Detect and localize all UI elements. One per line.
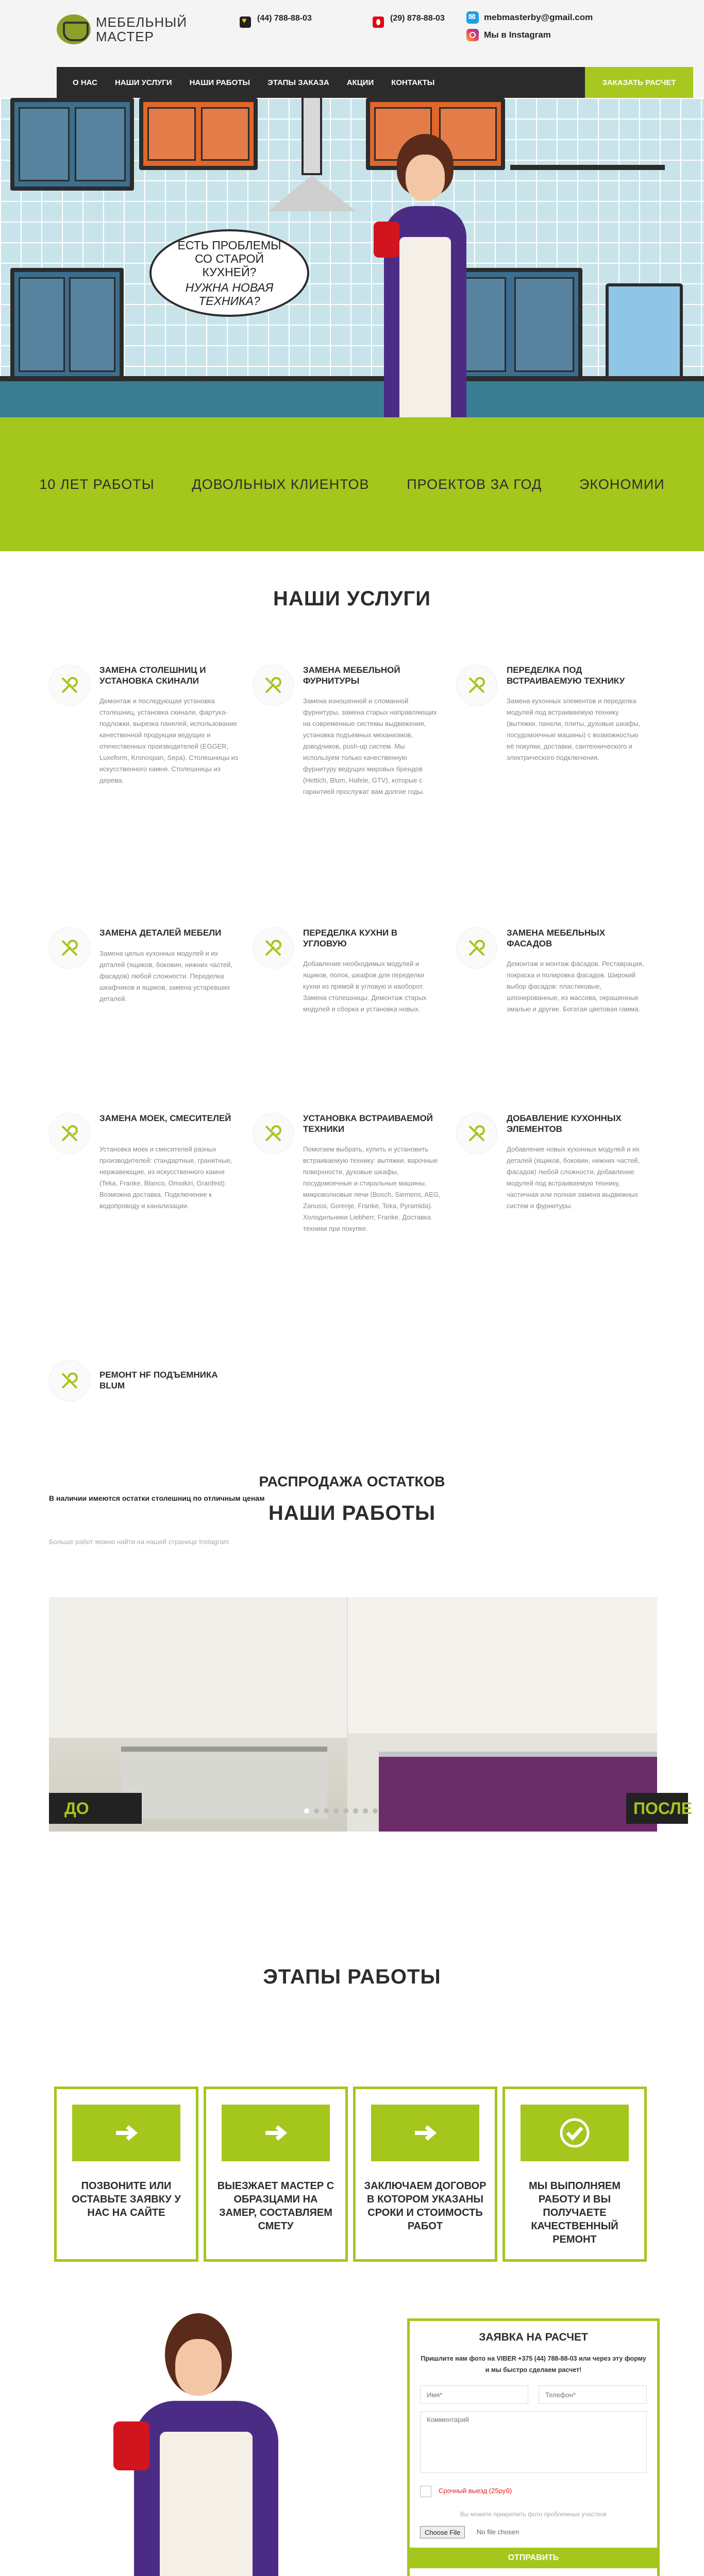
slider-dot[interactable] bbox=[343, 1808, 348, 1814]
velcom-icon bbox=[240, 16, 251, 28]
comment-textarea[interactable] bbox=[420, 2411, 647, 2473]
nav-item-promotions[interactable]: АКЦИИ bbox=[346, 78, 374, 87]
tools-icon bbox=[49, 665, 90, 706]
service-text: Установка моек и смесителей разных производителей: стандартные, гранитные, нержавеющие, из искусственного камня (Teka, Franke, Blanco, Omoikiri, Granfest). Возможна доставка. Подключение к водопроводу и канализации. bbox=[99, 1145, 232, 1210]
before-after-slider[interactable] bbox=[49, 1597, 692, 1832]
slider-dot[interactable] bbox=[353, 1808, 358, 1814]
tools-icon bbox=[49, 927, 90, 969]
hero-hood bbox=[268, 98, 356, 227]
name-input[interactable] bbox=[420, 2385, 528, 2404]
service-text: Замена изношенной и сломанной фурнитуры, замена старых направляющих на современные системы выдвижения, установка подъемных механизмов, доводчиков, push-up систем. Мы используем только качественную фурнитуру ведущих мировых брендов (Hettich, Blum, Hafele, GTV), которые с гарантией прослужат вам долгие годы. bbox=[303, 697, 437, 795]
form-subtitle: Пришлите нам фото на VIBER +375 (44) 788-88-03 или через эту форму и мы быстро сделаем расчет! bbox=[421, 2355, 646, 2374]
service-title: ПЕРЕДЕЛКА КУХНИ В УГЛОВУЮ bbox=[303, 928, 398, 948]
phone-velcom[interactable] bbox=[240, 13, 358, 28]
service-text: Добавление необходимых модулей и ящиков, полок, шкафов для переделки кухни из прямой в угловую и наоборот. Замена столешницы. Демонтаж старых модулей и сборка и установка новых. bbox=[303, 960, 427, 1013]
service-title: ДОБАВЛЕНИЕ КУХОННЫХ ЭЛЕМЕНТОВ bbox=[507, 1113, 622, 1134]
email-text: mebmasterby@gmail.com bbox=[484, 12, 593, 22]
hero-counter bbox=[0, 376, 704, 417]
after-photo bbox=[348, 1597, 657, 1832]
hero-woman-illustration bbox=[368, 134, 482, 422]
hero-banner bbox=[0, 98, 704, 417]
tools-icon bbox=[456, 1113, 497, 1154]
contacts bbox=[466, 11, 593, 46]
logo[interactable] bbox=[57, 14, 188, 44]
nav-item-stages[interactable]: ЭТАПЫ ЗАКАЗА bbox=[267, 78, 329, 87]
nav-item-works[interactable]: НАШИ РАБОТЫ bbox=[189, 78, 250, 87]
hero-speech-bubble bbox=[149, 229, 309, 317]
urgent-checkbox[interactable] bbox=[420, 2486, 431, 2497]
slider-dot[interactable] bbox=[333, 1808, 339, 1814]
check-icon bbox=[521, 2105, 629, 2161]
works-title: НАШИ РАБОТЫ bbox=[268, 1502, 436, 1524]
service-title: УСТАНОВКА ВСТРАИВАЕМОЙ ТЕХНИКИ bbox=[303, 1113, 433, 1134]
step-label: МЫ ВЫПОЛНЯЕМ РАБОТУ И ВЫ ПОЛУЧАЕТЕ КАЧЕСТВЕННЫЙ РЕМОНТ bbox=[528, 2180, 621, 2245]
brand-name: МЕБЕЛЬНЫЙ МАСТЕР bbox=[96, 14, 188, 44]
slider-dot[interactable] bbox=[314, 1808, 319, 1814]
hero-question: ЕСТЬ ПРОБЛЕМЫ СО СТАРОЙ КУХНЕЙ? bbox=[177, 239, 281, 279]
sale-title: РАСПРОДАЖА ОСТАТКОВ bbox=[259, 1473, 445, 1489]
step-label: ПОЗВОНИТЕ ИЛИ ОСТАВЬТЕ ЗАЯВКУ У НАС НА САЙТЕ bbox=[72, 2180, 181, 2218]
tools-icon bbox=[253, 927, 294, 969]
site-header bbox=[0, 0, 704, 67]
step-card bbox=[502, 2087, 647, 2262]
tools-icon bbox=[456, 665, 497, 706]
mail-icon bbox=[466, 11, 479, 24]
car-icon bbox=[222, 2105, 330, 2161]
nav-item-services[interactable]: НАШИ УСЛУГИ bbox=[114, 78, 172, 87]
steps-title: ЭТАПЫ РАБОТЫ bbox=[263, 1965, 441, 1988]
step-label: ВЫЕЗЖАЕТ МАСТЕР С ОБРАЗЦАМИ НА ЗАМЕР, СОСТАВЛЯЕМ СМЕТУ bbox=[217, 2180, 334, 2232]
nav-item-about[interactable]: О НАС bbox=[73, 78, 97, 87]
phone-mts-number: (29) 878-88-03 bbox=[390, 14, 445, 23]
document-icon bbox=[371, 2105, 479, 2161]
submit-button[interactable]: ОТПРАВИТЬ bbox=[410, 2548, 657, 2568]
choose-file-button[interactable]: Choose File bbox=[420, 2526, 465, 2538]
stats-band bbox=[0, 417, 704, 551]
stat-projects: ПРОЕКТОВ ЗА ГОД bbox=[407, 476, 542, 492]
phone-velcom-number: (44) 788-88-03 bbox=[257, 14, 312, 23]
before-label: ДО bbox=[49, 1793, 142, 1824]
email-link[interactable] bbox=[466, 11, 593, 24]
slider-dot[interactable] bbox=[363, 1808, 368, 1814]
stat-years: 10 ЛЕТ РАБОТЫ bbox=[39, 476, 155, 492]
slider-dot[interactable] bbox=[324, 1808, 329, 1814]
service-text: Замена кухонных элементов и переделка модулей под встраиваемую технику (вытяжки, панели, плиты, духовые шкафы, посудомоечные машины) с возможностью её покупки, доставки, сантехнического и электрического подключения. bbox=[507, 697, 641, 761]
tools-icon bbox=[49, 1360, 90, 1401]
phone-icon bbox=[72, 2105, 180, 2161]
phones bbox=[240, 13, 491, 28]
instagram-icon bbox=[466, 29, 479, 41]
file-status: No file chosen bbox=[477, 2528, 519, 2536]
tools-icon bbox=[253, 1113, 294, 1154]
instagram-link[interactable] bbox=[466, 29, 593, 41]
hero-need: НУЖНА НОВАЯ ТЕХНИКА? bbox=[185, 281, 274, 308]
step-card bbox=[353, 2087, 497, 2262]
service-text: Добавление новых кухонных модулей и их деталей (ящиков, боковин, нижних частей, фасадов) любой сложности, добавление модулей под встраиваемую технику, частичная или полная замена выдвижных систем и фурнитуры. bbox=[507, 1145, 640, 1210]
file-note: Вы можете прикрепить фото проблемных участков bbox=[460, 2511, 607, 2518]
urgent-label: Срочный выезд (25руб) bbox=[439, 2487, 512, 2495]
service-title: ПЕРЕДЕЛКА ПОД ВСТРАИВАЕМУЮ ТЕХНИКУ bbox=[507, 665, 625, 686]
instagram-text: Мы в Instagram bbox=[484, 30, 551, 40]
hero-cabinet bbox=[10, 98, 134, 191]
step-card bbox=[54, 2087, 198, 2262]
phone-input[interactable] bbox=[539, 2385, 647, 2404]
form-title: ЗАЯВКА НА РАСЧЕТ bbox=[479, 2331, 588, 2343]
form-woman-illustration bbox=[103, 2313, 309, 2576]
service-title: ЗАМЕНА ДЕТАЛЕЙ МЕБЕЛИ bbox=[99, 928, 222, 938]
stat-economy: ЭКОНОМИИ bbox=[579, 476, 665, 492]
service-title: ЗАМЕНА МЕБЕЛЬНЫХ ФАСАДОВ bbox=[507, 928, 606, 948]
hero-cabinet bbox=[139, 98, 258, 170]
order-estimate-button[interactable]: ЗАКАЗАТЬ РАСЧЕТ bbox=[585, 67, 693, 98]
hero-shelf bbox=[510, 165, 665, 170]
after-label: ПОСЛЕ bbox=[626, 1793, 688, 1824]
slider-dot[interactable] bbox=[304, 1808, 309, 1814]
logo-icon bbox=[57, 14, 91, 44]
service-title: ЗАМЕНА МЕБЕЛЬНОЙ ФУРНИТУРЫ bbox=[303, 665, 400, 686]
works-note[interactable]: Больше работ можно найти на нашей странице Instagram bbox=[49, 1538, 229, 1546]
mts-icon bbox=[373, 16, 384, 28]
slider-dots bbox=[304, 1808, 378, 1814]
service-text: Замена целых кухонных модулей и их деталей (ящиков, боковин, нижних частей, фасадов) любой сложности. Переделка шкафчиков и ящиков, замена устаревших деталей. bbox=[99, 950, 233, 1003]
stat-clients: ДОВОЛЬНЫХ КЛИЕНТОВ bbox=[192, 476, 370, 492]
service-text: Демонтаж и монтаж фасадов. Реставрация, покраска и полировка фасадов. Широкий выбор фасадов: пластиковые, шпонированные, из массива, окрашенные эмалью и другие. Богатая цветовая гамма. bbox=[507, 960, 644, 1013]
service-title: ЗАМЕНА СТОЛЕШНИЦ И УСТАНОВКА СКИНАЛИ bbox=[99, 665, 206, 686]
tools-icon bbox=[456, 927, 497, 969]
main-nav bbox=[57, 67, 593, 98]
tools-icon bbox=[253, 665, 294, 706]
nav-item-contacts[interactable]: КОНТАКТЫ bbox=[391, 78, 435, 87]
step-label: ЗАКЛЮЧАЕМ ДОГОВОР В КОТОРОМ УКАЗАНЫ СРОКИ И СТОИМОСТЬ РАБОТ bbox=[364, 2180, 487, 2232]
step-card bbox=[204, 2087, 348, 2262]
slider-dot[interactable] bbox=[373, 1808, 378, 1814]
service-title: ЗАМЕНА МОЕК, СМЕСИТЕЛЕЙ bbox=[99, 1113, 231, 1123]
estimate-form bbox=[407, 2318, 660, 2576]
service-text: Демонтаж и последующая установка столешниц, установка скинали, фартука-подложки, вырезка панелей, использование качественной продукции ведущих и отечественных производителей (EGGER, Luxeform, Kronospan, Sepa). Столешницы из искусственного камня. Столешницы из дерева. bbox=[99, 697, 238, 784]
tools-icon bbox=[49, 1113, 90, 1154]
services-title: НАШИ УСЛУГИ bbox=[273, 587, 431, 610]
sale-subtitle: В наличии имеются остатки столешниц по отличным ценам bbox=[49, 1494, 265, 1502]
service-title: РЕМОНТ НF ПОДЪЕМНИКА BLUM bbox=[99, 1370, 218, 1391]
service-text: Помогаем выбрать, купить и установить встраиваемую технику: вытяжки, варочные поверхности, духовые шкафы, посудомоечные и стиральные машины, микроволновые печи (Bosch, Siemens, AEG, Zanussi, Gorenje, Franke, Teka, Pyramida). Холодильники Liebherr, Franke. Доставка техники при покупке. bbox=[303, 1145, 441, 1232]
hero-cabinet bbox=[10, 268, 124, 381]
